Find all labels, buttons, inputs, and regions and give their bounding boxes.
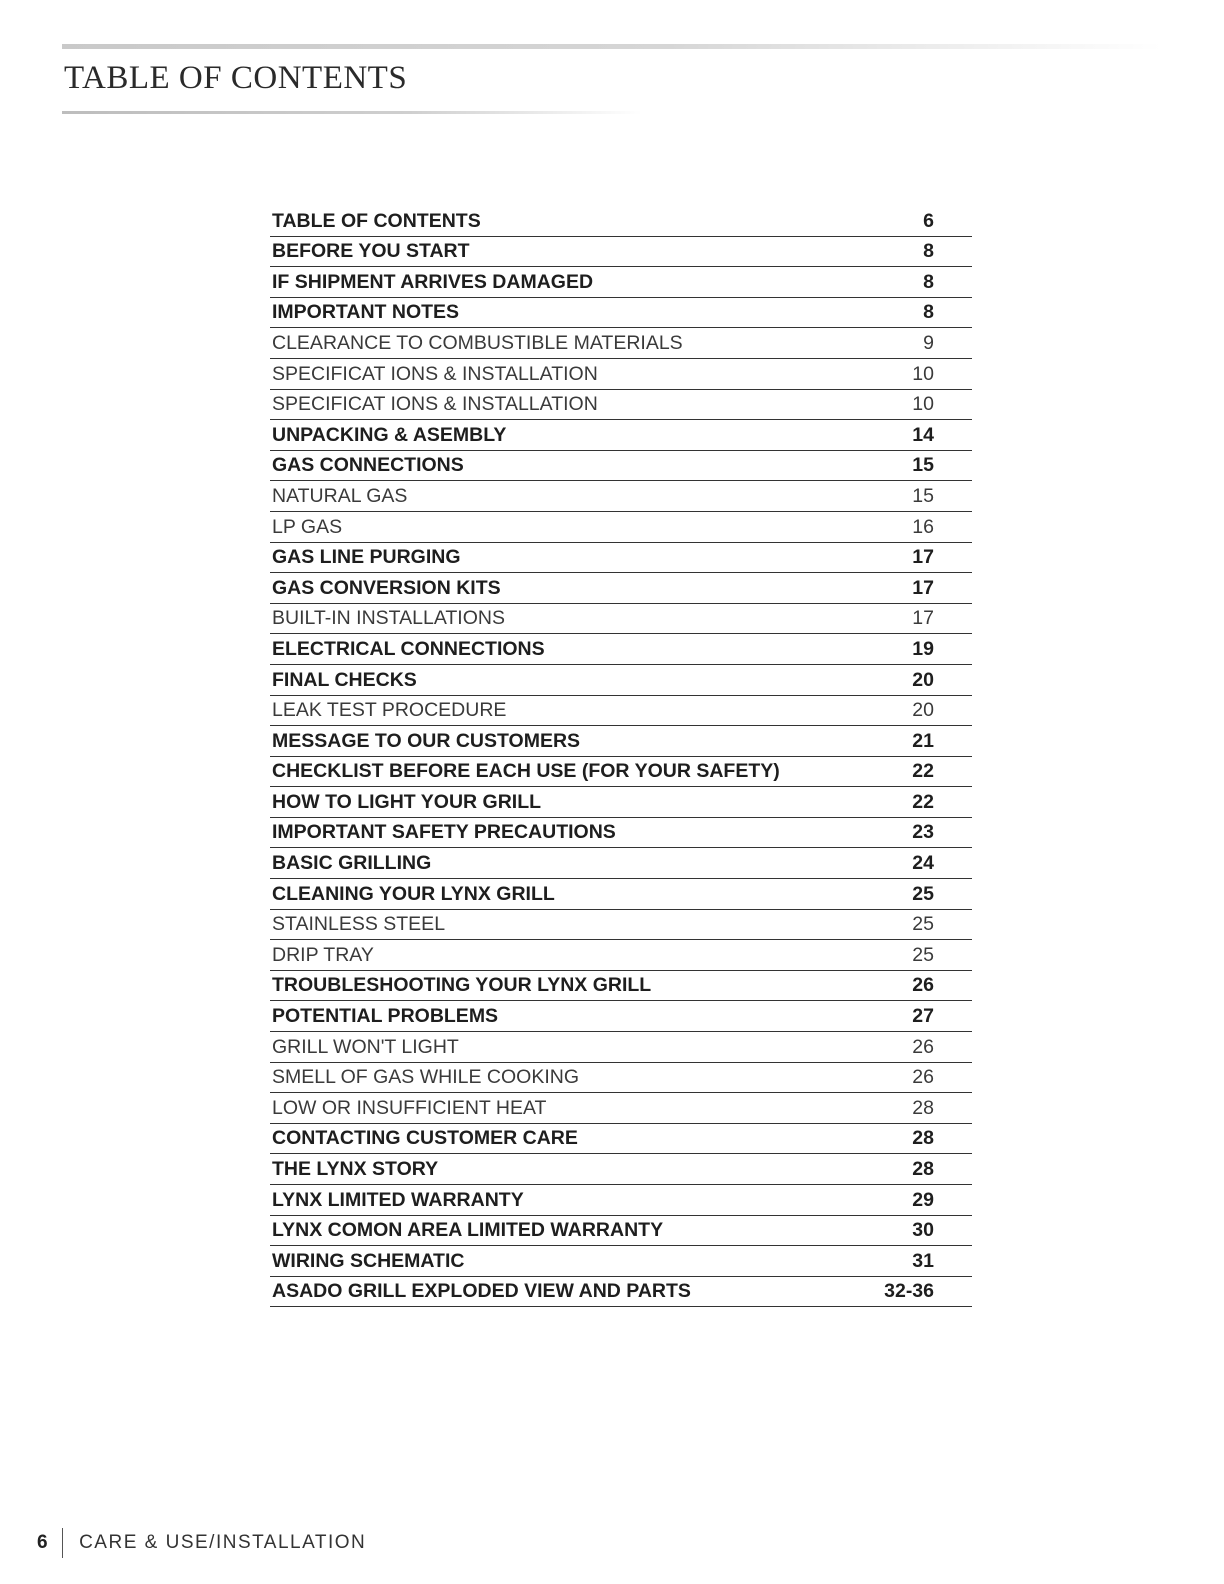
toc-entry-page: 25 [912,943,934,966]
toc-entry[interactable] [270,1063,972,1094]
toc-entry[interactable] [270,481,972,512]
toc-entry[interactable] [270,757,972,788]
toc-entry-label: CONTACTING CUSTOMER CARE [272,1127,578,1150]
toc-entry-page: 25 [912,882,934,905]
toc-entry[interactable] [270,879,972,910]
toc-entry-label: IF SHIPMENT ARRIVES DAMAGED [272,270,594,293]
toc-entry[interactable] [270,604,972,635]
toc-entry-label: MESSAGE TO OUR CUSTOMERS [272,729,581,752]
footer-divider [62,1528,64,1558]
toc-entry-label: THE LYNX STORY [272,1158,439,1180]
title-rule [62,111,642,114]
toc-entry-page: 15 [912,454,934,477]
toc-entry[interactable] [270,237,972,268]
toc-entry-page: 17 [912,607,934,630]
toc-entry-label: IMPORTANT SAFETY PRECAUTIONS [272,821,616,844]
toc-entry[interactable] [270,940,972,971]
toc-entry-page: 21 [912,729,934,752]
toc-entry-page: 9 [923,331,934,354]
toc-entry-label: ELECTRICAL CONNECTIONS [272,637,545,660]
toc-entry-page: 28 [912,1158,934,1180]
toc-entry-page: 19 [912,637,934,660]
toc-entry[interactable] [270,818,972,849]
toc-entry[interactable] [270,1032,972,1063]
toc-entry-label: LYNX COMON AREA LIMITED WARRANTY [272,1219,664,1242]
toc-entry[interactable] [270,787,972,818]
toc-entry-page: 20 [912,699,934,722]
toc-entry-page: 8 [923,301,934,324]
toc-entry-label: CLEARANCE TO COMBUSTIBLE MATERIALS [272,331,683,354]
toc-entry-label: HOW TO LIGHT YOUR GRILL [272,790,542,813]
toc-entry-label: DRIP TRAY [272,943,374,966]
toc-entry-page: 23 [912,821,934,844]
toc-entry[interactable] [270,848,972,879]
toc-entry[interactable] [270,971,972,1002]
toc-entry-page: 6 [923,209,934,232]
toc-entry-label: LEAK TEST PROCEDURE [272,699,507,722]
toc-entry[interactable] [270,206,972,237]
toc-entry[interactable] [270,512,972,543]
toc-entry[interactable] [270,543,972,574]
toc-entry[interactable] [270,451,972,482]
toc-entry-label: GRILL WON'T LIGHT [272,1035,459,1058]
toc-entry-label: LOW OR INSUFFICIENT HEAT [272,1096,547,1119]
toc-entry-page: 17 [912,546,934,569]
toc-entry-page: 27 [912,1005,934,1028]
toc-entry-page: 14 [912,423,934,446]
toc-entry[interactable] [270,420,972,451]
footer-page-number: 6 [37,1532,48,1553]
toc-entry-page: 31 [912,1249,934,1272]
toc-entry-label: NATURAL GAS [272,484,408,507]
toc-entry-label: CHECKLIST BEFORE EACH USE (FOR YOUR SAFETY) [272,760,780,783]
toc-entry-page: 22 [912,790,934,813]
toc-entry-page: 10 [912,362,934,385]
page-title: TABLE OF CONTENTS [64,60,408,96]
toc-entry-page: 26 [912,1035,934,1058]
toc-entry-page: 26 [912,974,934,997]
toc-entry-label: GAS CONVERSION KITS [272,576,501,599]
toc-entry-page: 20 [912,668,934,691]
toc-entry-label: SPECIFICAT IONS & INSTALLATION [272,362,598,385]
toc-entry[interactable] [270,1185,972,1216]
toc-entry[interactable] [270,726,972,757]
toc-entry[interactable] [270,665,972,696]
toc-entry[interactable] [270,328,972,359]
toc-entry[interactable] [270,1093,972,1124]
toc-entry-label: BEFORE YOU START [272,240,470,263]
toc-entry[interactable] [270,1154,972,1185]
toc-entry[interactable] [270,1216,972,1247]
toc-entry[interactable] [270,1246,972,1277]
toc-entry-label: GAS CONNECTIONS [272,454,464,477]
toc-entry-page: 15 [912,484,934,507]
toc-entry-page: 30 [912,1219,934,1242]
toc-entry-label: TABLE OF CONTENTS [272,209,481,232]
toc-entry-label: STAINLESS STEEL [272,913,446,936]
toc-entry-page: 25 [912,913,934,936]
toc-entry-label: POTENTIAL PROBLEMS [272,1005,499,1028]
toc-entry[interactable] [270,1001,972,1032]
toc-entry-label: ASADO GRILL EXPLODED VIEW AND PARTS [272,1280,691,1303]
toc-entry-page: 24 [912,852,934,875]
toc-entry[interactable] [270,696,972,727]
toc-entry-label: FINAL CHECKS [272,668,417,691]
toc-entry-label: IMPORTANT NOTES [272,301,460,324]
toc-entry-label: SMELL OF GAS WHILE COOKING [272,1066,580,1089]
toc-entry-page: 28 [912,1096,934,1119]
toc-entry[interactable] [270,573,972,604]
toc-entry-page: 22 [912,760,934,783]
toc-entry-label: SPECIFICAT IONS & INSTALLATION [272,393,598,416]
toc-entry-page: 8 [923,270,934,293]
toc-entry[interactable] [270,634,972,665]
toc-entry-page: 28 [912,1127,934,1150]
toc-entry-page: 29 [912,1188,934,1211]
page-footer [37,1528,366,1558]
toc-entry[interactable] [270,359,972,390]
toc-entry[interactable] [270,910,972,941]
toc-entry[interactable] [270,390,972,421]
toc-entry-page: 10 [912,393,934,416]
top-rule [62,44,1162,49]
toc-entry-page: 8 [923,240,934,263]
toc-entry-label: WIRING SCHEMATIC [272,1249,465,1272]
table-of-contents [270,206,972,1307]
toc-entry-label: GAS LINE PURGING [272,546,461,569]
toc-entry[interactable] [270,298,972,329]
toc-entry-page: 32-36 [884,1280,934,1303]
toc-entry-label: CLEANING YOUR LYNX GRILL [272,882,555,905]
toc-entry-label: UNPACKING & ASEMBLY [272,423,507,446]
toc-entry[interactable] [270,1124,972,1155]
footer-section-title: CARE & USE/INSTALLATION [79,1532,367,1553]
toc-entry[interactable] [270,267,972,298]
toc-entry-label: BUILT-IN INSTALLATIONS [272,607,505,630]
toc-entry-label: LP GAS [272,515,343,538]
toc-entry-label: LYNX LIMITED WARRANTY [272,1188,524,1211]
toc-entry-page: 17 [912,576,934,599]
toc-entry[interactable] [270,1277,972,1308]
toc-entry-label: TROUBLESHOOTING YOUR LYNX GRILL [272,974,652,997]
toc-entry-page: 16 [912,515,934,538]
toc-entry-page: 26 [912,1066,934,1089]
toc-entry-label: BASIC GRILLING [272,852,432,875]
